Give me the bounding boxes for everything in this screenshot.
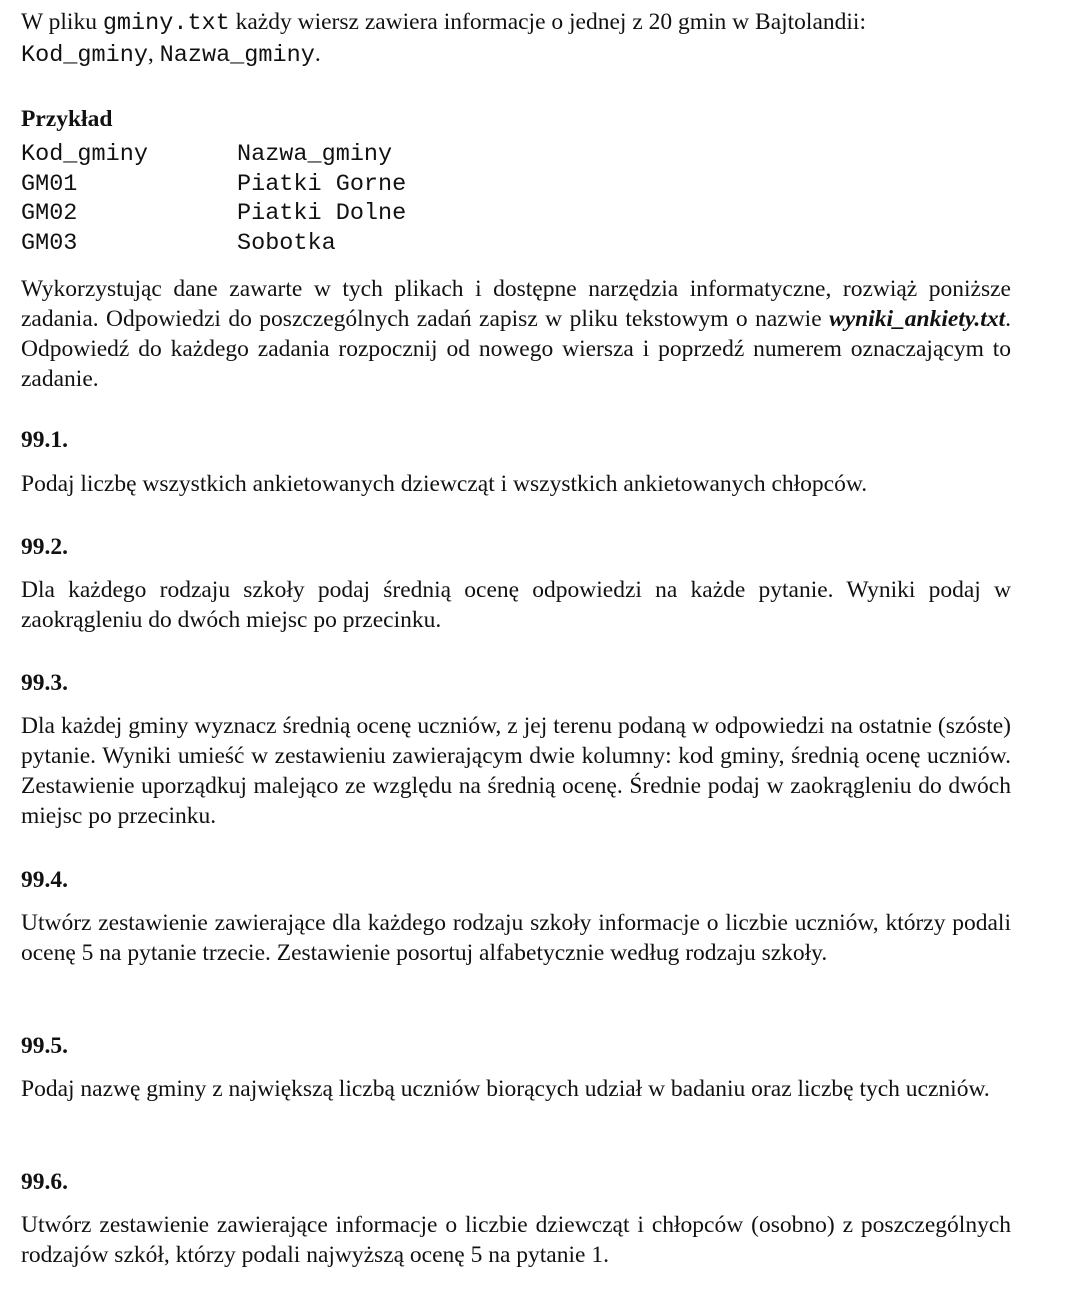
- task-text: Podaj nazwę gminy z największą liczbą uczniów biorących udział w badaniu oraz liczbę tych uczniów.: [21, 1076, 990, 1102]
- table-row: [21, 229, 406, 259]
- field-separator: ,: [147, 41, 160, 67]
- intro-end: .: [314, 41, 321, 67]
- example-heading: Przykład: [21, 106, 113, 132]
- task-text: Dla każdego rodzaju szkoły podaj średnią ocenę odpowiedzi na każde pytanie. Wyniki podaj w zaokrągleniu do dwóch miejsc po przecinku.: [21, 577, 1011, 633]
- task-number: 99.3.: [21, 670, 68, 696]
- table-row: [21, 199, 406, 229]
- table-cell: Sobotka: [237, 230, 336, 258]
- table-cell: GM03: [21, 230, 78, 258]
- task-number: 99.4.: [21, 867, 68, 893]
- task-number: 99.1.: [21, 427, 68, 453]
- table-cell: GM02: [21, 200, 78, 228]
- field-kod-gminy: Kod_gminy: [21, 42, 148, 69]
- file-name-wyniki: wyniki_ankiety.txt: [829, 306, 1006, 332]
- table-cell: Piatki Dolne: [237, 200, 407, 228]
- instructions-paragraph: [21, 274, 1011, 394]
- instructions-text-2: . Odpowiedź do każdego zadania rozpocznij od nowego wiersza i poprzedź numerem oznaczającym to zadanie.: [21, 306, 1011, 392]
- table-row: [21, 170, 406, 200]
- table-header-row: [21, 140, 406, 170]
- instructions-text: Wykorzystując dane zawarte w tych plikach i dostępne narzędzia informatyczne, rozwiąż poniższe zadania. Odpowiedzi do poszczególnych zadań zapisz w pliku tekstowym o nazwie: [21, 276, 1011, 332]
- task-text: Utwórz zestawienie zawierające dla każdego rodzaju szkoły informacje o liczbie uczniów, którzy podali ocenę 5 na pytanie trzecie. Zestawienie posortuj alfabetycznie według rodzaju szkoły.: [21, 910, 1011, 966]
- intro-paragraph: [21, 7, 1011, 71]
- task-number: 99.2.: [21, 534, 68, 560]
- table-header-cell: Kod_gminy: [21, 141, 148, 168]
- table-cell: Piatki Gorne: [237, 170, 407, 198]
- file-name-gminy: gminy.txt: [102, 10, 230, 37]
- field-nazwa-gminy: Nazwa_gminy: [159, 42, 315, 69]
- task-text: Utwórz zestawienie zawierające informacje o liczbie dziewcząt i chłopców (osobno) z poszczególnych rodzajów szkół, którzy podali najwyższą ocenę 5 na pytanie 1.: [21, 1212, 1011, 1268]
- table-header-cell: Nazwa_gminy: [237, 141, 393, 168]
- example-table: [21, 140, 406, 259]
- task-text: Podaj liczbę wszystkich ankietowanych dziewcząt i wszystkich ankietowanych chłopców.: [21, 471, 868, 497]
- task-number: 99.5.: [21, 1033, 68, 1059]
- task-text: Dla każdej gminy wyznacz średnią ocenę uczniów, z jej terenu podaną w odpowiedzi na ostatnie (szóste) pytanie. Wyniki umieść w zestawieniu zawierającym dwie kolumny: kod gminy, średnią ocenę uczniów. Zestawienie uporządkuj malejąco ze względu na średnią ocenę. Średnie podaj w zaokrągleniu do dwóch miejsc po przecinku.: [21, 713, 1011, 829]
- task-number: 99.6.: [21, 1169, 68, 1195]
- intro-text: W pliku: [21, 9, 103, 35]
- table-cell: GM01: [21, 170, 78, 198]
- intro-text-2: każdy wiersz zawiera informacje o jednej z 20 gmin w Bajtolandii:: [229, 9, 866, 35]
